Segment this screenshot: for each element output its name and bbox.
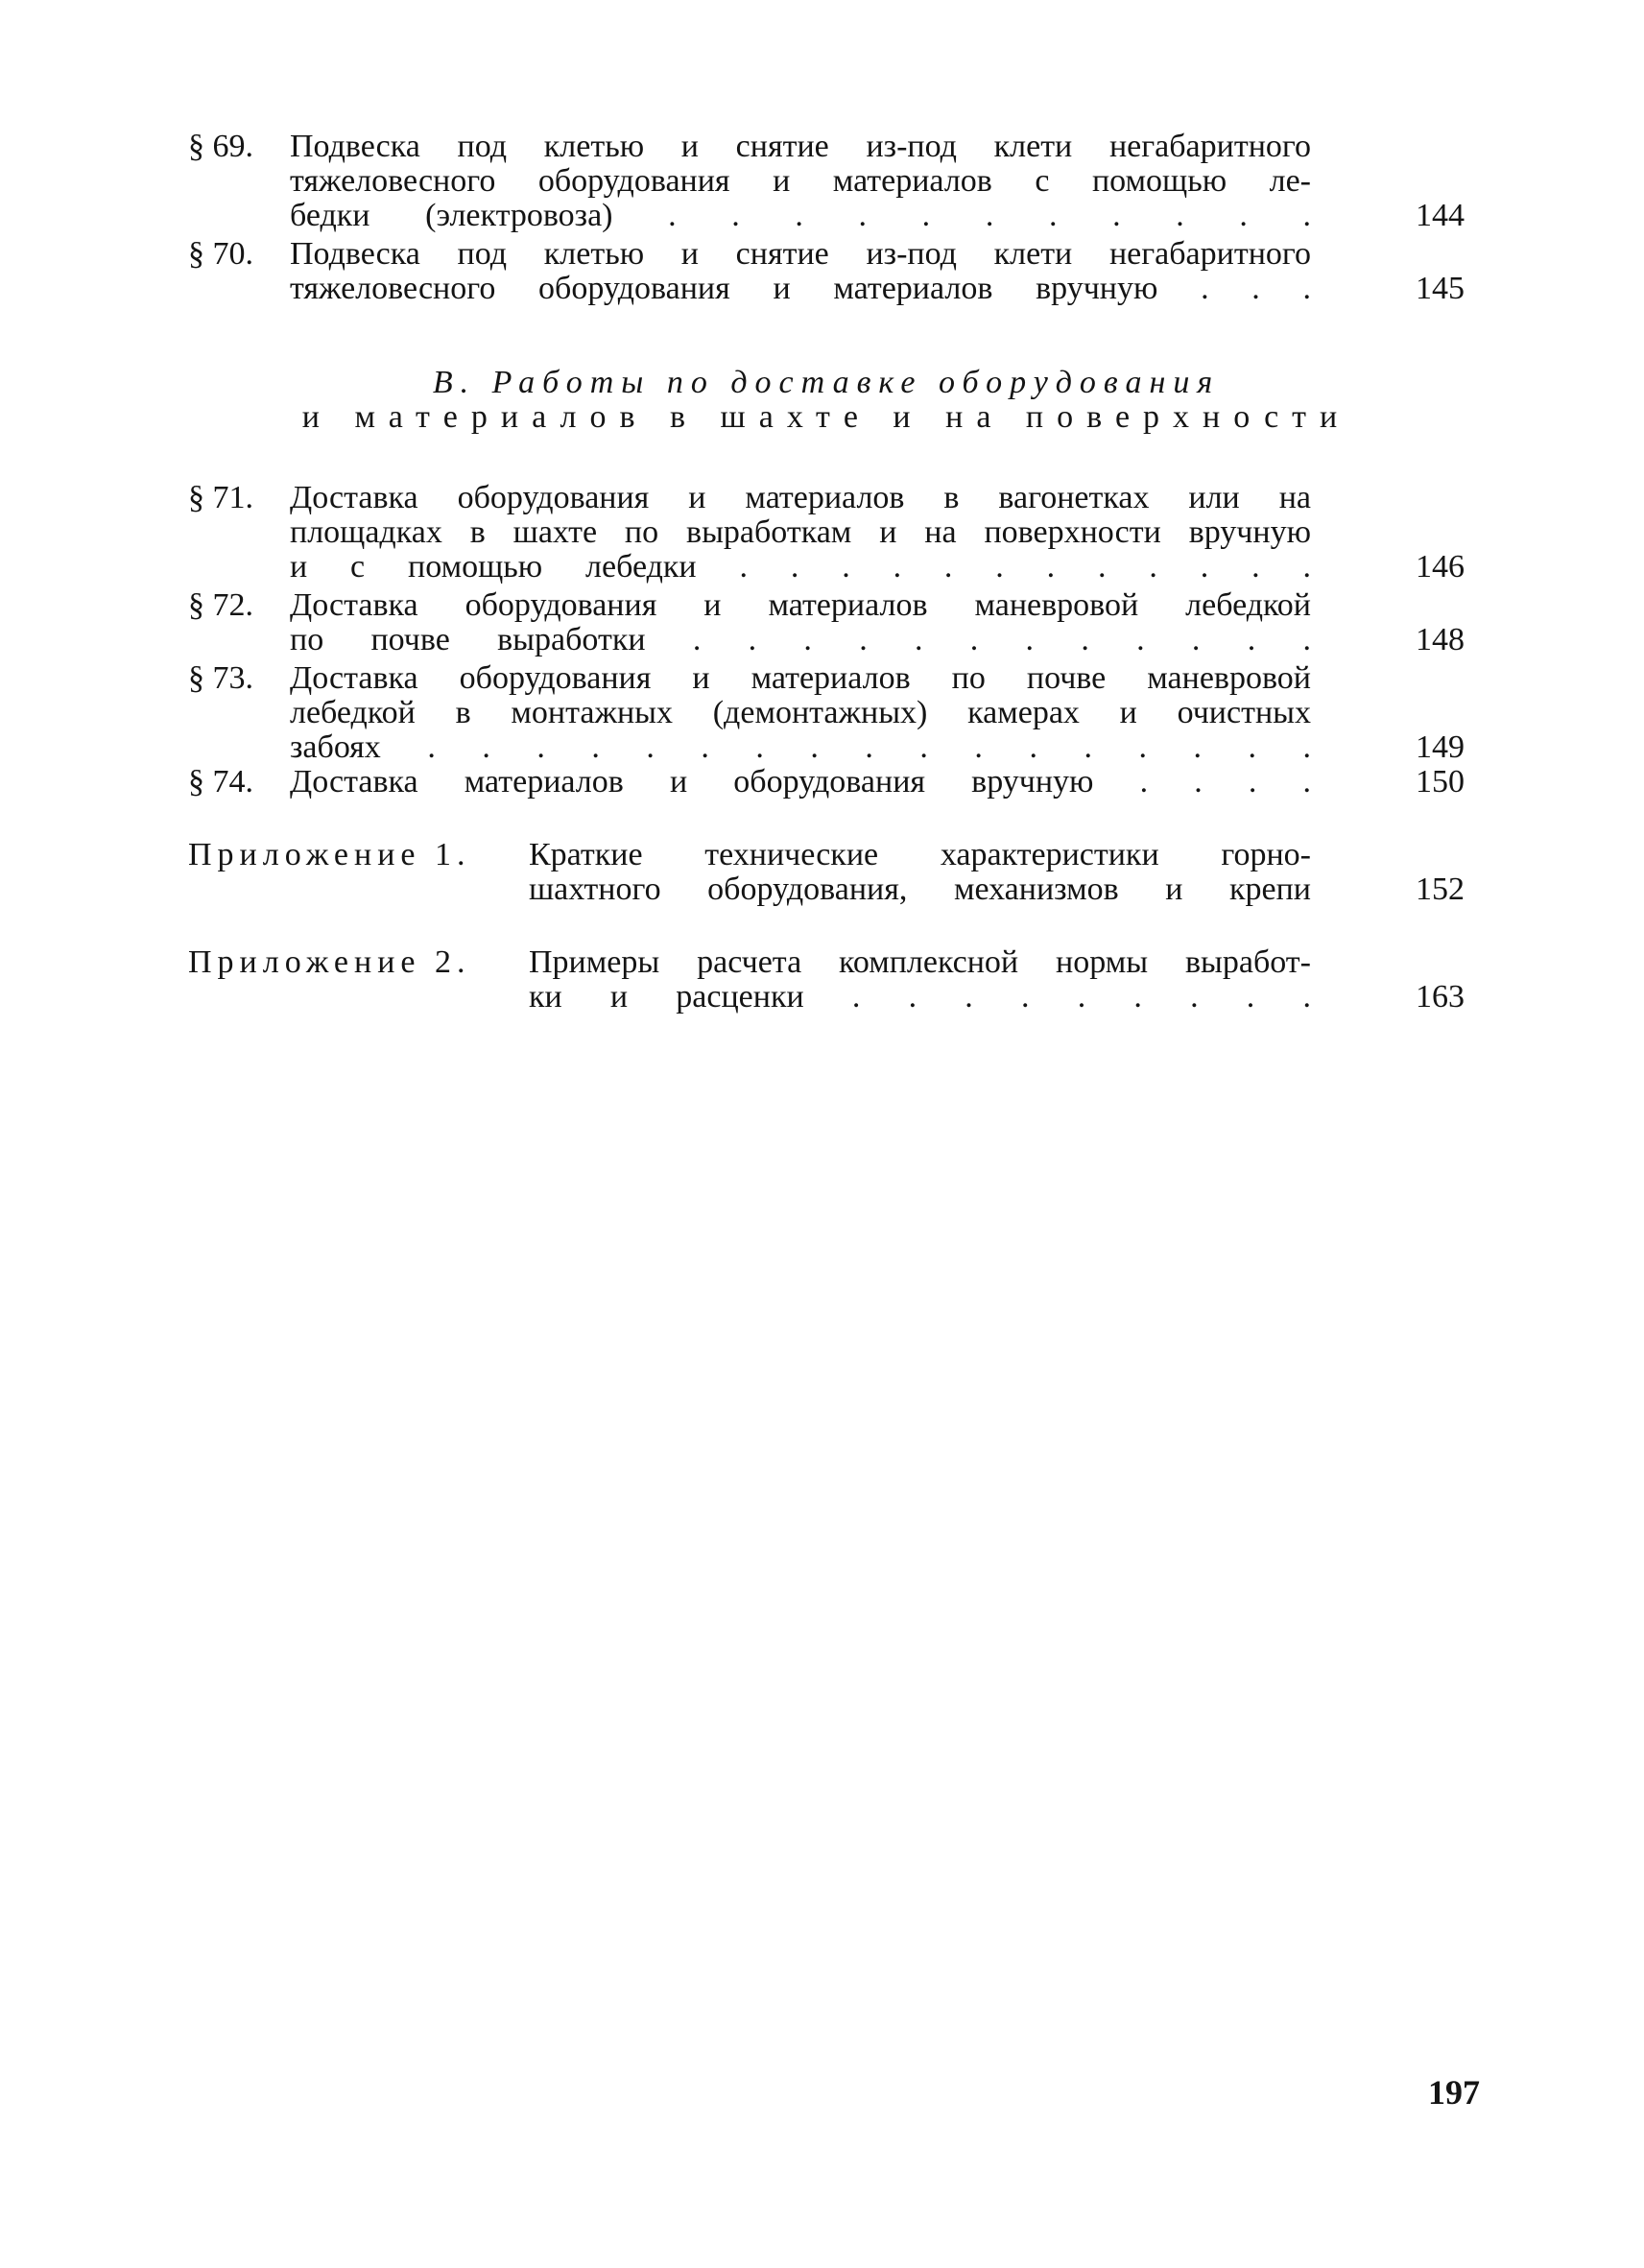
toc-appendix-1 bbox=[188, 838, 1465, 907]
entry-line: Доставка оборудования и материалов маневровой лебедкой bbox=[290, 588, 1311, 623]
appendix-text bbox=[529, 945, 1311, 1015]
entry-line: Подвеска под клетью и снятие из-под клети негабаритного bbox=[290, 237, 1311, 272]
entry-number: § 72. bbox=[188, 587, 253, 623]
entry-number: § 69. bbox=[188, 129, 253, 164]
entry-page-number: 144 bbox=[1416, 198, 1465, 233]
entry-line: и с помощью лебедки . . . . . . . . . . . . bbox=[290, 550, 1311, 585]
toc-appendix-2 bbox=[188, 945, 1465, 1015]
entry-text bbox=[290, 237, 1311, 306]
entry-text bbox=[290, 765, 1311, 800]
entry-line: Доставка оборудования и материалов по почве маневровой bbox=[290, 661, 1311, 696]
entry-line: площадках в шахте по выработкам и на поверхности вручную bbox=[290, 515, 1311, 550]
section-heading-line-2: и материалов в шахте и на поверхности bbox=[301, 399, 1351, 435]
entry-page-number: 146 bbox=[1416, 549, 1465, 585]
appendix-line: Примеры расчета комплексной нормы выработ- bbox=[529, 945, 1311, 980]
appendix-label: Приложение 1. bbox=[188, 837, 471, 872]
appendix-page-number: 152 bbox=[1416, 871, 1465, 907]
entry-number: § 73. bbox=[188, 660, 253, 696]
appendix-label: Приложение 2. bbox=[188, 944, 471, 980]
entry-page-number: 150 bbox=[1416, 764, 1465, 800]
appendix-text bbox=[529, 838, 1311, 907]
table-of-contents bbox=[188, 130, 1465, 1015]
entry-line: забоях . . . . . . . . . . . . . . . . . bbox=[290, 730, 1311, 765]
entry-page-number: 145 bbox=[1416, 271, 1465, 306]
entry-text bbox=[290, 588, 1311, 657]
entry-line: лебедкой в монтажных (демонтажных) камерах и очистных bbox=[290, 696, 1311, 730]
toc-entry-69 bbox=[188, 130, 1465, 233]
appendix-line: шахтного оборудования, механизмов и крепи bbox=[529, 872, 1311, 907]
toc-entry-73 bbox=[188, 661, 1465, 765]
page-folio: 197 bbox=[1428, 2073, 1480, 2112]
toc-entry-71 bbox=[188, 481, 1465, 585]
appendix-line: ки и расценки . . . . . . . . . bbox=[529, 980, 1311, 1015]
section-heading-line-1: В. Работы по доставке оборудования bbox=[432, 365, 1221, 400]
entry-text bbox=[290, 130, 1311, 233]
entry-page-number: 148 bbox=[1416, 622, 1465, 657]
toc-entry-70 bbox=[188, 237, 1465, 306]
entry-text bbox=[290, 481, 1311, 585]
entry-number: § 70. bbox=[188, 236, 253, 272]
entry-line: тяжеловесного оборудования и материалов вручную . . . bbox=[290, 272, 1311, 306]
entry-line: Доставка материалов и оборудования вручную . . . . bbox=[290, 765, 1311, 800]
entry-line: Подвеска под клетью и снятие из-под клети негабаритного bbox=[290, 130, 1311, 164]
entry-text bbox=[290, 661, 1311, 765]
entry-number: § 74. bbox=[188, 764, 253, 800]
toc-entry-74 bbox=[188, 765, 1465, 800]
entry-line: по почве выработки . . . . . . . . . . . . bbox=[290, 623, 1311, 657]
entry-line: тяжеловесного оборудования и материалов с помощью ле- bbox=[290, 164, 1311, 199]
appendix-page-number: 163 bbox=[1416, 979, 1465, 1015]
entry-number: § 71. bbox=[188, 480, 253, 515]
entry-page-number: 149 bbox=[1416, 729, 1465, 765]
appendix-line: Краткие технические характеристики горно- bbox=[529, 838, 1311, 872]
section-heading bbox=[188, 366, 1465, 435]
entry-line: Доставка оборудования и материалов в вагонетках или на bbox=[290, 481, 1311, 515]
toc-entry-72 bbox=[188, 588, 1465, 657]
entry-line: бедки (электровоза) . . . . . . . . . . . bbox=[290, 199, 1311, 233]
